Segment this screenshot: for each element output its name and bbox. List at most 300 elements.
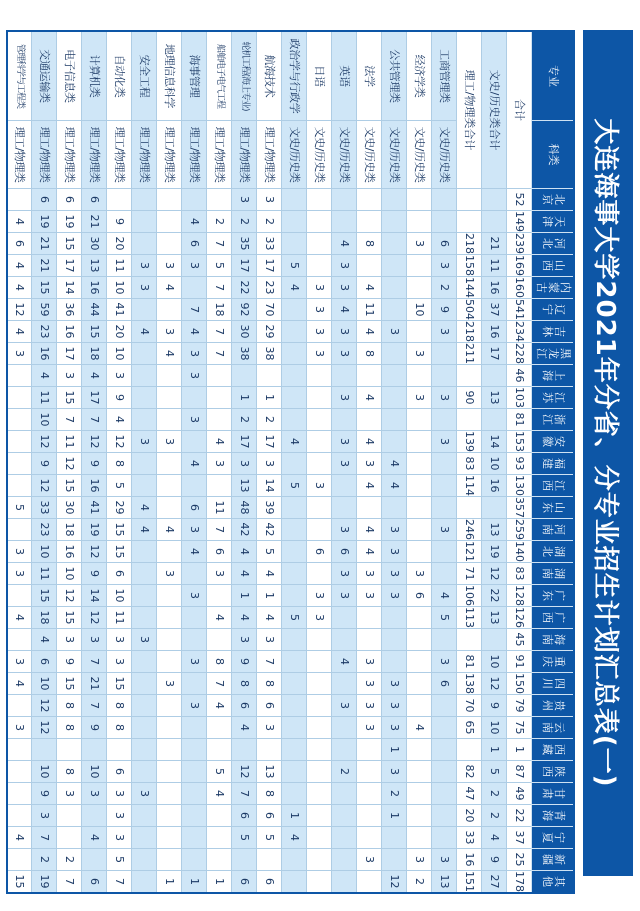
value-cell	[182, 761, 207, 783]
value-cell: 4	[282, 431, 307, 453]
value-cell: 11	[357, 299, 382, 321]
value-cell: 4	[357, 387, 382, 409]
value-cell: 12	[32, 717, 57, 739]
value-cell	[132, 475, 157, 497]
value-cell	[357, 739, 382, 761]
value-cell: 3	[232, 189, 257, 211]
value-cell: 5	[282, 255, 307, 277]
value-cell: 10	[32, 409, 57, 431]
value-cell: 7	[207, 233, 232, 255]
value-cell	[157, 189, 182, 211]
value-cell: 70	[457, 695, 482, 717]
row-label-major: 日语	[307, 31, 332, 121]
value-cell: 4	[7, 607, 32, 629]
value-cell: 178	[507, 871, 532, 894]
value-cell: 2	[407, 871, 432, 894]
value-cell	[407, 541, 432, 563]
value-cell	[182, 607, 207, 629]
value-cell: 1	[382, 805, 407, 827]
value-cell: 82	[457, 761, 482, 783]
value-cell: 91	[507, 651, 532, 673]
value-cell: 3	[432, 519, 457, 541]
value-cell: 6	[107, 563, 132, 585]
value-cell: 3	[257, 717, 282, 739]
value-cell	[357, 607, 382, 629]
value-cell	[282, 541, 307, 563]
value-cell	[182, 783, 207, 805]
value-cell: 7	[182, 299, 207, 321]
value-cell: 4	[232, 607, 257, 629]
value-cell	[57, 805, 82, 827]
value-cell	[407, 607, 432, 629]
value-cell: 1	[182, 871, 207, 894]
value-cell	[282, 761, 307, 783]
value-cell: 46	[507, 365, 532, 387]
value-cell: 3	[332, 387, 357, 409]
value-cell: 138	[457, 673, 482, 695]
value-cell	[332, 475, 357, 497]
value-cell: 128	[507, 585, 532, 607]
value-cell	[307, 255, 332, 277]
value-cell: 3	[357, 717, 382, 739]
row-label-category: 文史/历史类	[357, 121, 382, 189]
value-cell	[282, 519, 307, 541]
value-cell	[207, 827, 232, 849]
value-cell: 234	[507, 321, 532, 343]
value-cell: 9	[232, 651, 257, 673]
value-cell: 17	[82, 387, 107, 409]
value-cell: 3	[157, 563, 182, 585]
value-cell: 3	[132, 629, 157, 651]
value-cell: 4	[357, 541, 382, 563]
value-cell	[282, 849, 307, 871]
value-cell: 6	[407, 585, 432, 607]
value-cell: 504	[457, 299, 482, 321]
value-cell	[157, 233, 182, 255]
province-header: 天津	[532, 211, 574, 233]
value-cell: 10	[482, 717, 507, 739]
value-cell	[282, 651, 307, 673]
value-cell: 12	[107, 431, 132, 453]
value-cell: 3	[382, 541, 407, 563]
value-cell: 3	[107, 827, 132, 849]
value-cell	[107, 739, 132, 761]
value-cell: 12	[232, 761, 257, 783]
value-cell	[7, 695, 32, 717]
value-cell: 3	[182, 343, 207, 365]
value-cell: 23	[32, 321, 57, 343]
value-cell	[132, 761, 157, 783]
value-cell	[407, 805, 432, 827]
value-cell: 5	[107, 849, 132, 871]
value-cell: 4	[207, 607, 232, 629]
value-cell	[82, 805, 107, 827]
value-cell: 3	[132, 277, 157, 299]
value-cell: 21	[82, 211, 107, 233]
value-cell	[157, 783, 182, 805]
value-cell: 6	[432, 673, 457, 695]
value-cell: 15	[82, 321, 107, 343]
value-cell	[7, 739, 32, 761]
value-cell: 3	[207, 453, 232, 475]
value-cell	[332, 189, 357, 211]
value-cell	[282, 695, 307, 717]
value-cell	[332, 409, 357, 431]
value-cell: 7	[57, 409, 82, 431]
value-cell: 13	[232, 475, 257, 497]
value-cell: 3	[407, 849, 432, 871]
value-cell	[432, 453, 457, 475]
value-cell: 5	[232, 827, 257, 849]
value-cell: 8	[107, 717, 132, 739]
value-cell: 3	[182, 695, 207, 717]
value-cell: 9	[432, 299, 457, 321]
value-cell: 23	[32, 519, 57, 541]
value-cell: 3	[182, 365, 207, 387]
row-label-major: 公共管理类	[382, 31, 407, 121]
value-cell: 15	[57, 673, 82, 695]
value-cell	[282, 629, 307, 651]
value-cell: 7	[82, 695, 107, 717]
value-cell	[132, 607, 157, 629]
value-cell: 150	[507, 673, 532, 695]
value-cell: 2	[232, 409, 257, 431]
value-cell	[57, 827, 82, 849]
value-cell	[407, 651, 432, 673]
value-cell: 218	[457, 321, 482, 343]
value-cell: 16	[57, 541, 82, 563]
value-cell: 4	[207, 695, 232, 717]
value-cell	[307, 365, 332, 387]
value-cell	[132, 849, 157, 871]
value-cell: 9	[82, 717, 107, 739]
table-row	[357, 31, 382, 893]
value-cell: 90	[457, 387, 482, 409]
value-cell: 3	[182, 585, 207, 607]
value-cell: 3	[7, 563, 32, 585]
value-cell	[282, 585, 307, 607]
value-cell: 4	[282, 277, 307, 299]
value-cell: 20	[457, 805, 482, 827]
value-cell: 3	[382, 673, 407, 695]
value-cell	[157, 827, 182, 849]
province-header: 辽宁	[532, 299, 574, 321]
value-cell: 1	[507, 739, 532, 761]
value-cell: 8	[207, 651, 232, 673]
value-cell	[132, 299, 157, 321]
value-cell	[7, 805, 32, 827]
province-header: 内蒙古	[532, 277, 574, 299]
value-cell	[132, 651, 157, 673]
value-cell	[407, 497, 432, 519]
corner-header-major: 专业	[532, 31, 574, 121]
value-cell: 3	[307, 585, 332, 607]
value-cell: 10	[32, 761, 57, 783]
value-cell	[432, 211, 457, 233]
value-cell: 14	[57, 277, 82, 299]
value-cell: 10	[107, 277, 132, 299]
value-cell: 3	[7, 717, 32, 739]
value-cell	[132, 695, 157, 717]
row-label-major: 航海技术	[257, 31, 282, 121]
value-cell: 2	[382, 783, 407, 805]
value-cell: 3	[357, 651, 382, 673]
value-cell	[307, 673, 332, 695]
value-cell: 3	[407, 563, 432, 585]
value-cell	[332, 497, 357, 519]
value-cell	[7, 519, 32, 541]
value-cell	[432, 365, 457, 387]
province-header: 安徽	[532, 431, 574, 453]
value-cell: 17	[57, 255, 82, 277]
value-cell: 6	[32, 189, 57, 211]
value-cell: 3	[382, 717, 407, 739]
row-label-major: 管理科学与工程类	[7, 31, 32, 121]
row-label-major: 政治学与行政学	[282, 31, 307, 121]
value-cell	[132, 563, 157, 585]
value-cell: 4	[382, 475, 407, 497]
value-cell: 19	[32, 871, 57, 894]
value-cell: 3	[357, 673, 382, 695]
value-cell: 3	[432, 321, 457, 343]
row-label-category: 理工/物理类	[207, 121, 232, 189]
value-cell: 6	[232, 871, 257, 894]
value-cell	[282, 871, 307, 894]
province-header: 海南	[532, 629, 574, 651]
value-cell: 2	[432, 277, 457, 299]
value-cell	[307, 189, 332, 211]
value-cell: 3	[132, 255, 157, 277]
value-cell: 21	[32, 255, 57, 277]
value-cell	[157, 541, 182, 563]
value-cell	[432, 783, 457, 805]
value-cell: 27	[482, 871, 507, 894]
value-cell	[407, 431, 432, 453]
table-row	[207, 31, 232, 893]
value-cell: 29	[257, 321, 282, 343]
value-cell: 3	[307, 299, 332, 321]
value-cell: 3	[332, 519, 357, 541]
value-cell	[332, 783, 357, 805]
value-cell: 18	[82, 343, 107, 365]
value-cell: 37	[507, 827, 532, 849]
value-cell: 218	[457, 233, 482, 255]
value-cell: 3	[382, 585, 407, 607]
value-cell: 16	[482, 321, 507, 343]
value-cell: 7	[207, 343, 232, 365]
value-cell: 83	[507, 563, 532, 585]
value-cell: 42	[257, 519, 282, 541]
value-cell	[382, 189, 407, 211]
value-cell: 52	[507, 189, 532, 211]
value-cell: 1	[232, 387, 257, 409]
enrollment-plan-table	[6, 30, 575, 894]
value-cell: 4	[232, 717, 257, 739]
row-label-category: 理工/物理类	[107, 121, 132, 189]
value-cell	[132, 233, 157, 255]
value-cell	[107, 189, 132, 211]
table-row	[332, 31, 357, 893]
value-cell	[432, 475, 457, 497]
value-cell: 17	[232, 255, 257, 277]
value-cell	[407, 321, 432, 343]
row-label-category: 理工/物理类	[7, 121, 32, 189]
value-cell: 81	[507, 409, 532, 431]
value-cell: 3	[182, 651, 207, 673]
value-cell: 16	[482, 277, 507, 299]
value-cell: 12	[482, 563, 507, 585]
value-cell	[357, 761, 382, 783]
table-row	[182, 31, 207, 893]
value-cell: 151	[457, 871, 482, 894]
value-cell	[357, 871, 382, 894]
value-cell: 211	[457, 343, 482, 365]
value-cell: 6	[232, 695, 257, 717]
value-cell	[157, 211, 182, 233]
value-cell: 9	[32, 453, 57, 475]
row-label-major: 工商管理类	[432, 31, 457, 121]
value-cell: 7	[207, 519, 232, 541]
value-cell: 15	[107, 541, 132, 563]
value-cell: 3	[82, 783, 107, 805]
value-cell: 3	[332, 277, 357, 299]
value-cell	[407, 453, 432, 475]
value-cell: 3	[32, 805, 57, 827]
value-cell: 4	[332, 299, 357, 321]
value-cell	[157, 607, 182, 629]
value-cell: 12	[57, 585, 82, 607]
value-cell: 3	[257, 189, 282, 211]
value-cell: 18	[57, 519, 82, 541]
value-cell	[132, 541, 157, 563]
value-cell	[457, 189, 482, 211]
value-cell: 7	[107, 871, 132, 894]
value-cell	[82, 739, 107, 761]
value-cell	[407, 365, 432, 387]
value-cell	[132, 453, 157, 475]
value-cell: 4	[257, 563, 282, 585]
province-header: 吉林	[532, 321, 574, 343]
value-cell	[332, 717, 357, 739]
value-cell: 2	[257, 409, 282, 431]
value-cell: 3	[257, 629, 282, 651]
value-cell	[407, 211, 432, 233]
table-row	[82, 31, 107, 893]
value-cell: 10	[482, 651, 507, 673]
value-cell: 65	[457, 717, 482, 739]
value-cell: 5	[432, 607, 457, 629]
row-label-category: 理工/物理类	[82, 121, 107, 189]
value-cell	[132, 585, 157, 607]
value-cell: 5	[257, 541, 282, 563]
value-cell: 3	[182, 255, 207, 277]
value-cell: 113	[457, 607, 482, 629]
row-label-total: 理工/物理类合计	[457, 31, 482, 189]
value-cell: 139	[457, 431, 482, 453]
value-cell	[132, 211, 157, 233]
value-cell	[457, 365, 482, 387]
value-cell: 1	[482, 739, 507, 761]
value-cell	[407, 761, 432, 783]
row-label-major: 轮机工程(海上专业)	[232, 31, 257, 121]
province-header: 浙江	[532, 409, 574, 431]
value-cell: 6	[432, 233, 457, 255]
value-cell: 2	[332, 761, 357, 783]
value-cell	[432, 717, 457, 739]
value-cell: 12	[82, 431, 107, 453]
value-cell: 13	[482, 607, 507, 629]
value-cell: 9	[82, 563, 107, 585]
value-cell: 3	[432, 651, 457, 673]
value-cell: 7	[207, 321, 232, 343]
value-cell: 3	[132, 431, 157, 453]
value-cell	[407, 277, 432, 299]
value-cell: 59	[32, 299, 57, 321]
value-cell	[382, 431, 407, 453]
value-cell: 5	[7, 497, 32, 519]
value-cell	[407, 519, 432, 541]
value-cell	[432, 629, 457, 651]
value-cell: 9	[32, 783, 57, 805]
value-cell	[282, 343, 307, 365]
value-cell	[7, 629, 32, 651]
value-cell	[7, 365, 32, 387]
value-cell: 357	[507, 497, 532, 519]
value-cell: 5	[282, 475, 307, 497]
value-cell: 2	[232, 211, 257, 233]
value-cell	[482, 497, 507, 519]
value-cell	[132, 805, 157, 827]
value-cell: 8	[257, 783, 282, 805]
value-cell	[407, 475, 432, 497]
row-label-major: 英语	[332, 31, 357, 121]
table-row	[132, 31, 157, 893]
value-cell: 4	[407, 717, 432, 739]
value-cell: 7	[207, 277, 232, 299]
value-cell: 103	[507, 387, 532, 409]
value-cell: 3	[332, 255, 357, 277]
value-cell: 13	[482, 387, 507, 409]
value-cell: 12	[482, 673, 507, 695]
value-cell	[382, 365, 407, 387]
value-cell	[207, 717, 232, 739]
value-cell: 3	[107, 629, 132, 651]
value-cell	[157, 365, 182, 387]
value-cell: 8	[232, 673, 257, 695]
row-label-major: 交通运输类	[32, 31, 57, 121]
value-cell	[307, 563, 332, 585]
value-cell: 2	[32, 849, 57, 871]
value-cell: 33	[32, 497, 57, 519]
value-cell: 6	[182, 497, 207, 519]
value-cell: 3	[57, 365, 82, 387]
value-cell: 3	[332, 453, 357, 475]
table-header	[532, 31, 574, 893]
value-cell: 3	[407, 387, 432, 409]
value-cell	[7, 783, 32, 805]
value-cell: 49	[507, 783, 532, 805]
value-cell: 11	[482, 255, 507, 277]
value-cell: 11	[107, 607, 132, 629]
province-header: 西藏	[532, 739, 574, 761]
value-cell: 15	[57, 233, 82, 255]
value-cell: 4	[357, 519, 382, 541]
value-cell: 19	[482, 541, 507, 563]
table-row	[307, 31, 332, 893]
value-cell: 6	[307, 541, 332, 563]
value-cell: 4	[332, 233, 357, 255]
value-cell	[332, 849, 357, 871]
